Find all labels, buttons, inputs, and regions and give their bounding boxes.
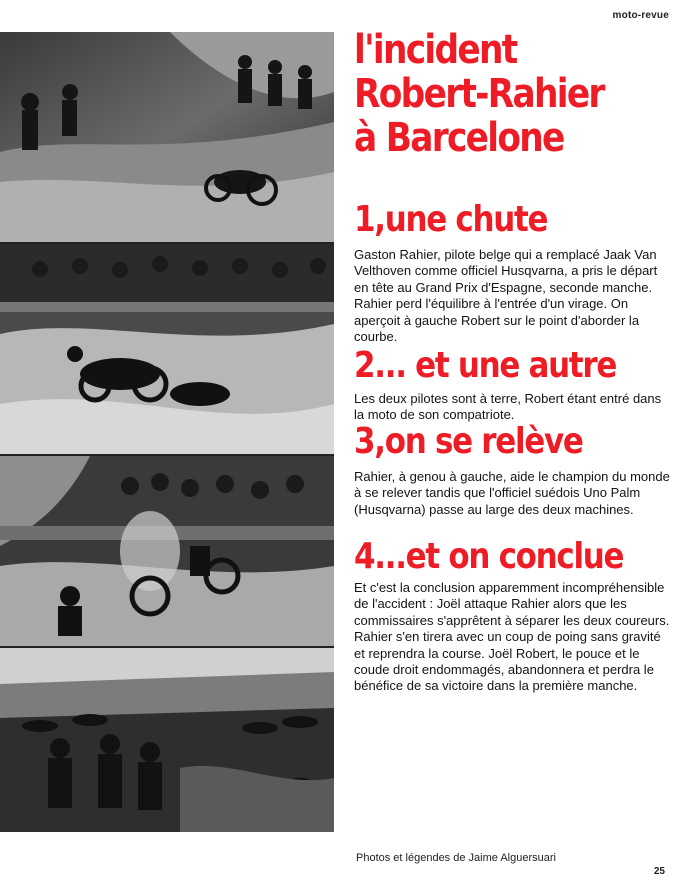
title-line-1: l'incident: [354, 27, 517, 73]
section-2-heading: 2... et une autre: [354, 345, 617, 386]
section-3-heading: 3,on se relève: [354, 421, 583, 462]
photo-2: [0, 244, 334, 454]
section-1-text: Gaston Rahier, pilote belge qui a remplacé Jaak Van Velthoven comme officiel Husqvarna, a pris le départ en tête au Grand Prix d'Espagne, seconde manche. Rahier perd l'équilibre à l'entrée d'un virage. On aperçoit à gauche Robert sur le point d'aborder la courbe.: [354, 247, 658, 345]
photo-4: [0, 648, 334, 832]
section-4-heading: 4...et on conclue: [354, 536, 624, 577]
section-3-text: Rahier, à genou à gauche, aide le champion du monde à se relever tandis que l'officiel suédois Uno Palm (Husqvarna) passe au large des deux machines.: [354, 469, 670, 517]
photo-column: [0, 32, 334, 832]
section-2-text: Les deux pilotes sont à terre, Robert étant entré dans la moto de son compatriote.: [354, 391, 662, 423]
magazine-brand: moto-revue: [612, 10, 669, 21]
title-line-2: Robert-Rahier: [354, 71, 604, 117]
photo-1: [0, 32, 334, 242]
page-number: 25: [653, 866, 665, 877]
section-4-text: Et c'est la conclusion apparemment incompréhensible de l'accident : Joël attaque Rahier alors que les commissaires s'apprêtent à séparer les deux coureurs. Rahier s'en tirera avec un coup de poing sans gravité et reprendra la course. Joël Robert, le pouce et le coude droit endommagés, abandonnera et perdra le bénéfice de sa victoire dans la première manche.: [354, 580, 670, 694]
article-title: [354, 28, 629, 160]
photo-3: [0, 456, 334, 646]
section-1-heading: 1,une chute: [354, 199, 548, 240]
photo-credit: Photos et légendes de Jaime Alguersuari: [356, 852, 556, 864]
title-line-3: à Barcelone: [354, 115, 564, 161]
